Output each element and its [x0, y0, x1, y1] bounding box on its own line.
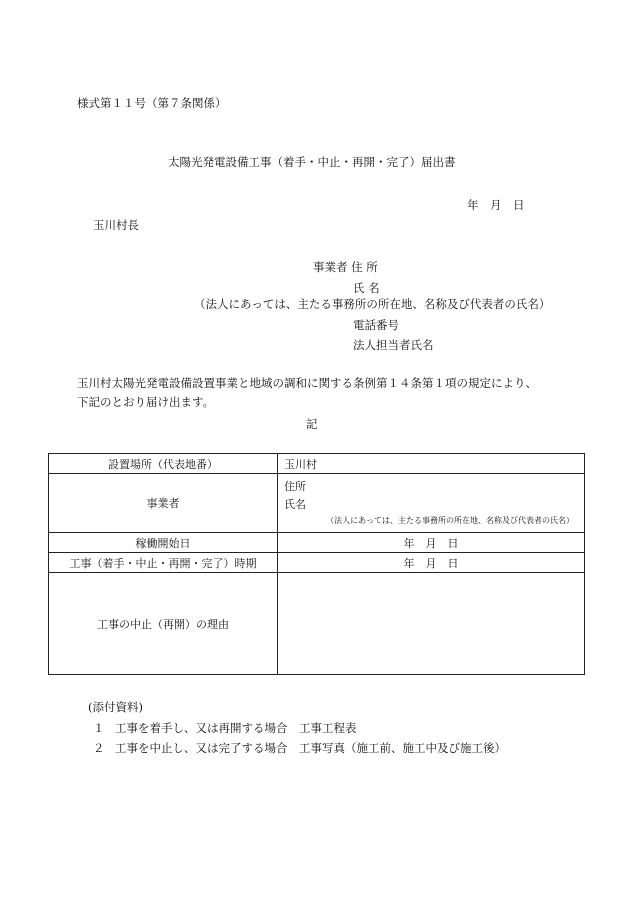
operator-note: （法人にあっては、主たる事務所の所在地、名称及び代表者の氏名）: [326, 516, 574, 525]
operator-name-label: 氏名: [284, 498, 306, 511]
business-address-label: 事業者 住 所: [313, 260, 378, 274]
attachments-heading: (添付資料): [88, 700, 143, 714]
document-title: 太陽光発電設備工事（着手・中止・再開・完了）届出書: [168, 155, 456, 169]
attachment-item: [93, 722, 357, 736]
reason-label: 工事の中止（再開）の理由: [49, 573, 278, 675]
business-name-label: 氏 名: [353, 281, 380, 295]
form-number: 様式第１１号（第７条関係）: [77, 96, 227, 110]
table-row-period: [49, 553, 585, 573]
table-row-location: [49, 454, 585, 474]
business-contact-label: 法人担当者氏名: [353, 338, 434, 352]
location-label: 設置場所（代表地番）: [49, 454, 278, 474]
table-row-start-date: [49, 533, 585, 553]
table-row-operator: [49, 474, 585, 533]
attachment-text: 工事を中止し、又は完了する場合 工事写真（施工前、施工中及び施工後）: [115, 741, 506, 755]
attachment-number: １: [93, 721, 105, 735]
business-phone-label: 電話番号: [353, 318, 399, 332]
reason-value[interactable]: [278, 573, 585, 675]
period-label: 工事（着手・中止・再開・完了）時期: [49, 553, 278, 573]
ki-heading: 記: [306, 417, 318, 431]
body-text-line-1: 玉川村太陽光発電設備設置事業と地域の調和に関する条例第１４条第１項の規定により、: [77, 376, 537, 390]
operator-value-cell[interactable]: [278, 474, 585, 533]
attachment-item: [93, 742, 506, 756]
business-note: （法人にあっては、主たる事務所の所在地、名称及び代表者の氏名）: [194, 297, 551, 311]
body-text-line-2: 下記のとおり届け出ます。: [77, 395, 215, 409]
start-date-label: 稼働開始日: [49, 533, 278, 553]
table-row-reason: [49, 573, 585, 675]
operator-address-label: 住所: [284, 480, 306, 493]
attachment-text: 工事を着手し、又は再開する場合 工事工程表: [115, 721, 357, 735]
operator-label: 事業者: [49, 474, 278, 533]
start-date-value[interactable]: 年 月 日: [278, 533, 585, 553]
location-value[interactable]: 玉川村: [278, 454, 585, 474]
date-line: 年 月 日: [467, 198, 525, 212]
addressee: 玉川村長: [93, 218, 139, 232]
notification-table: [48, 453, 585, 675]
period-value[interactable]: 年 月 日: [278, 553, 585, 573]
attachment-number: ２: [93, 741, 105, 755]
